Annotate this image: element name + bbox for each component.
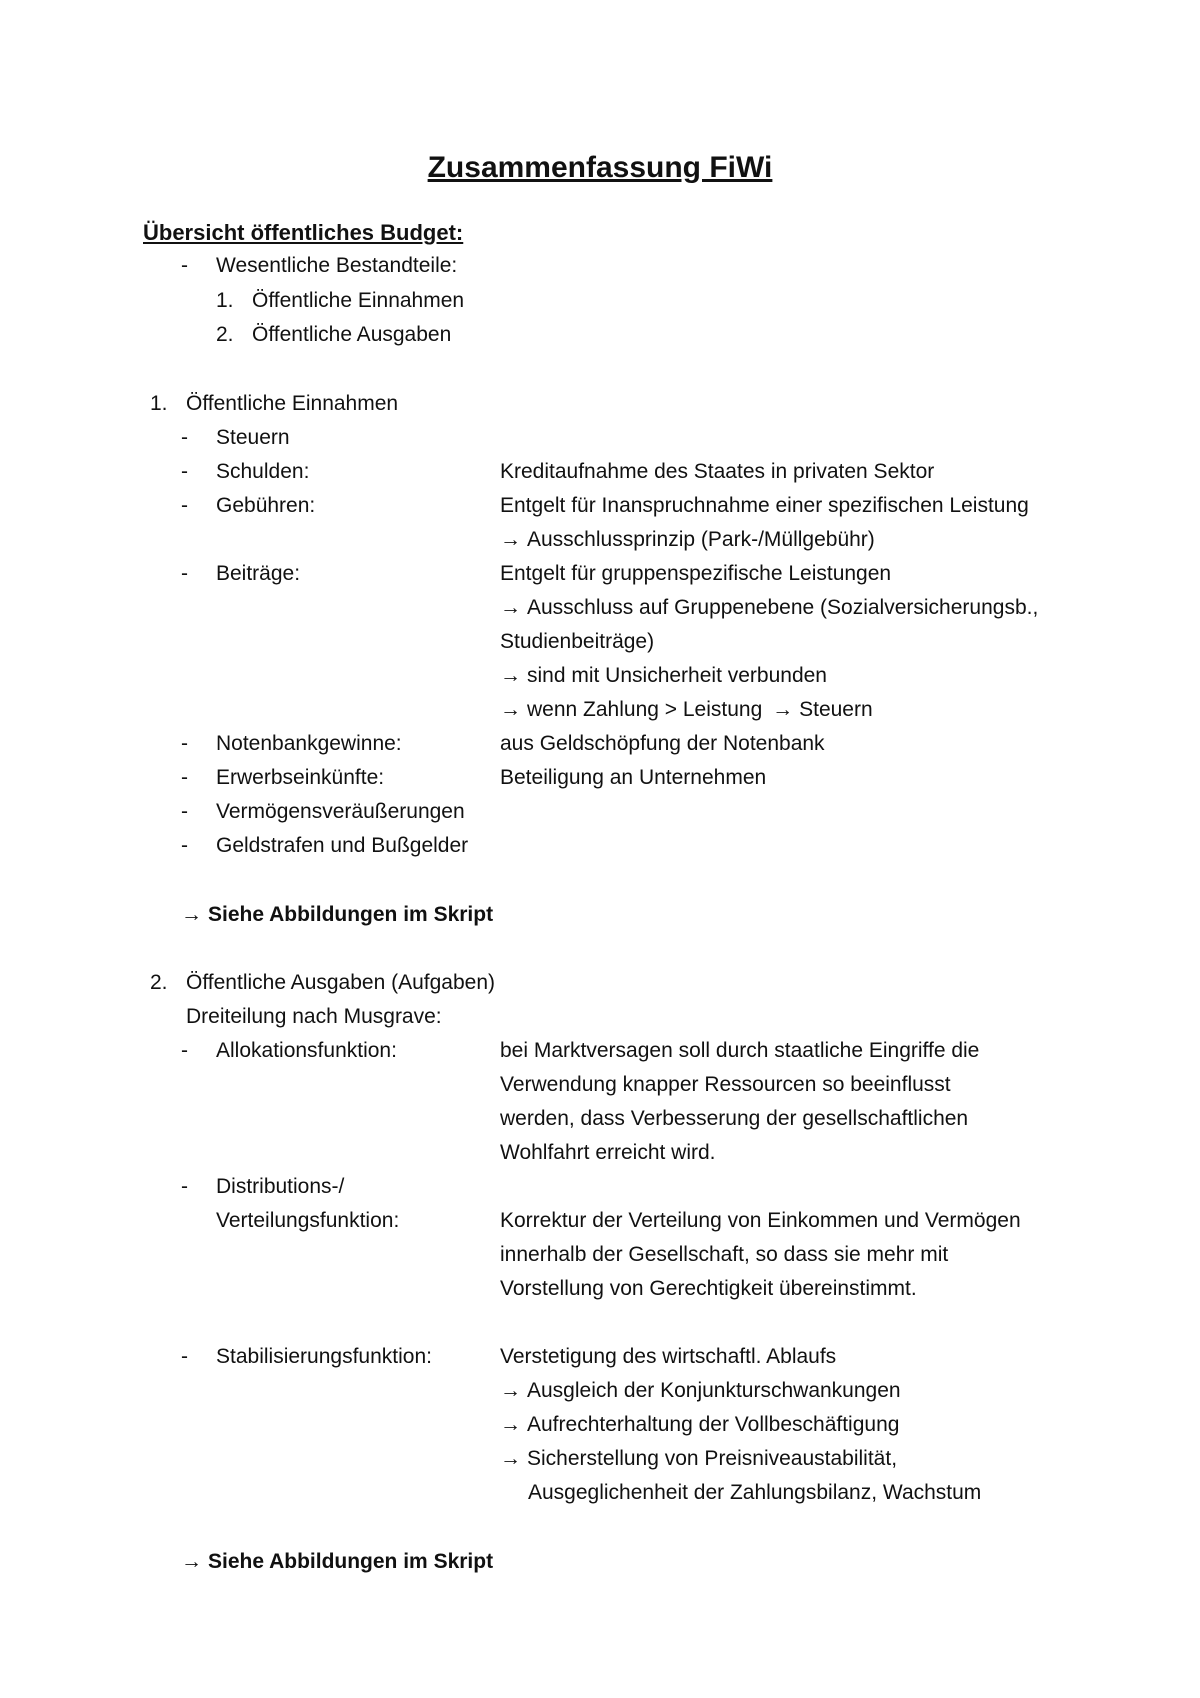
row-desc: wenn Zahlung > Leistung: [527, 698, 763, 721]
row-label: Vermögensveräußerungen: [216, 800, 465, 823]
stab-desc-arrow-line: [500, 1444, 897, 1474]
overview-item-text: Öffentliche Ausgaben: [252, 323, 452, 346]
row-desc: Kreditaufnahme des Staates in privaten Sektor: [500, 460, 935, 483]
dash: -: [181, 254, 188, 277]
section2-note: [181, 1547, 493, 1577]
row-label: Schulden:: [216, 460, 310, 483]
stab-desc: Verstetigung des wirtschaftl. Ablaufs: [500, 1345, 837, 1368]
arrow-icon: →: [500, 528, 521, 551]
row-desc: Entgelt für gruppenspezifische Leistungen: [500, 562, 892, 585]
row-desc-arrow-line: [500, 593, 1038, 623]
section2-number: 2.: [150, 971, 168, 994]
arrow-icon: →: [500, 698, 521, 721]
row-label: Geldstrafen und Bußgelder: [216, 834, 469, 857]
stab-desc: Aufrechterhaltung der Vollbeschäftigung: [527, 1413, 900, 1436]
row-desc-arrow-line: [500, 661, 827, 691]
dash: -: [181, 766, 188, 789]
dash: -: [181, 1345, 188, 1368]
row-desc: Beteiligung an Unternehmen: [500, 766, 767, 789]
dist-desc: Vorstellung von Gerechtigkeit übereinstimmt.: [500, 1277, 917, 1300]
dash: -: [181, 494, 188, 517]
section1-note: [181, 900, 493, 930]
overview-heading: Übersicht öffentliches Budget:: [143, 220, 464, 245]
row-desc: Ausschluss auf Gruppenebene (Sozialversicherungsb.,: [527, 596, 1039, 619]
arrow-icon: →: [772, 698, 794, 721]
row-desc-arrow-line: [500, 695, 873, 725]
arrow-icon: →: [500, 664, 521, 687]
overview-intro: Wesentliche Bestandteile:: [216, 254, 458, 277]
section1-title: Öffentliche Einnahmen: [186, 392, 399, 415]
overview-item-number: 1.: [216, 289, 234, 312]
stab-desc: Ausgeglichenheit der Zahlungsbilanz, Wachstum: [528, 1481, 982, 1504]
stab-label: Stabilisierungsfunktion:: [216, 1345, 432, 1368]
arrow-icon: →: [181, 1550, 202, 1573]
stab-desc: Sicherstellung von Preisniveaustabilität,: [527, 1447, 898, 1470]
arrow-icon: →: [181, 903, 202, 926]
dash: -: [181, 800, 188, 823]
row-desc: sind mit Unsicherheit verbunden: [527, 664, 827, 687]
dash: -: [181, 834, 188, 857]
row-desc: Entgelt für Inanspruchnahme einer spezifischen Leistung: [500, 494, 1029, 517]
dash: -: [181, 460, 188, 483]
dist-label: Distributions-/: [216, 1175, 345, 1198]
row-desc-arrow-line: [500, 525, 875, 555]
arrow-icon: →: [500, 1379, 521, 1402]
section1-number: 1.: [150, 392, 168, 415]
dist-desc: innerhalb der Gesellschaft, so dass sie mehr mit: [500, 1243, 949, 1266]
alloc-desc: Wohlfahrt erreicht wird.: [500, 1141, 716, 1164]
row-desc: Studienbeiträge): [500, 630, 655, 653]
stab-desc: Ausgleich der Konjunkturschwankungen: [527, 1379, 901, 1402]
row-label: Beiträge:: [216, 562, 301, 585]
section2-title: Öffentliche Ausgaben (Aufgaben): [186, 971, 496, 994]
row-desc: Ausschlussprinzip (Park-/Müllgebühr): [527, 528, 875, 551]
dash: -: [181, 562, 188, 585]
dist-label: Verteilungsfunktion:: [216, 1209, 400, 1232]
section2-subtitle: Dreiteilung nach Musgrave:: [186, 1005, 442, 1028]
row-desc: aus Geldschöpfung der Notenbank: [500, 732, 825, 755]
row-label: Gebühren:: [216, 494, 316, 517]
row-label: Erwerbseinkünfte:: [216, 766, 385, 789]
arrow-icon: →: [500, 596, 521, 619]
alloc-label: Allokationsfunktion:: [216, 1039, 397, 1062]
dist-desc: Korrektur der Verteilung von Einkommen und Vermögen: [500, 1209, 1021, 1232]
overview-item-text: Öffentliche Einnahmen: [252, 289, 465, 312]
dash: -: [181, 1175, 188, 1198]
alloc-desc: werden, dass Verbesserung der gesellschaftlichen: [500, 1107, 969, 1130]
alloc-desc: bei Marktversagen soll durch staatliche Eingriffe die: [500, 1039, 980, 1062]
arrow-icon: →: [500, 1447, 521, 1470]
stab-desc-arrow-line: [500, 1376, 901, 1406]
stab-desc-arrow-line: [500, 1410, 899, 1440]
arrow-icon: →: [500, 1413, 521, 1436]
overview-item-number: 2.: [216, 323, 234, 346]
row-label: Steuern: [216, 426, 290, 449]
note-text: Siehe Abbildungen im Skript: [208, 1550, 494, 1573]
note-text: Siehe Abbildungen im Skript: [208, 903, 494, 926]
row-label: Notenbankgewinne:: [216, 732, 402, 755]
dash: -: [181, 426, 188, 449]
dash: -: [181, 732, 188, 755]
row-desc: Steuern: [799, 698, 873, 721]
document-title: Zusammenfassung FiWi: [427, 151, 773, 184]
alloc-desc: Verwendung knapper Ressourcen so beeinflusst: [500, 1073, 951, 1096]
dash: -: [181, 1039, 188, 1062]
